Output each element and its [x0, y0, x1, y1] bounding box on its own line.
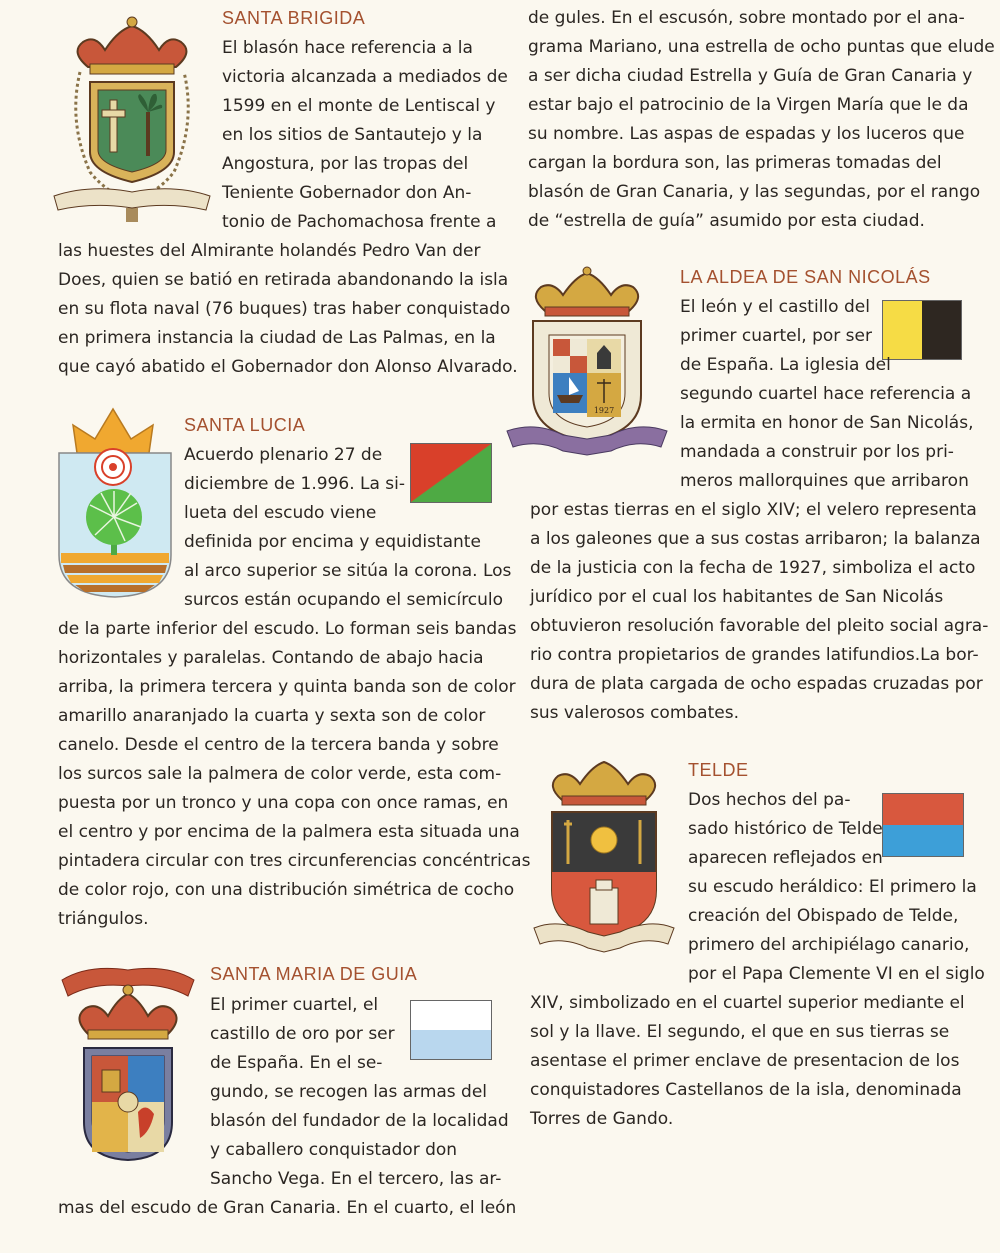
text-line: y caballero conquistador don [210, 1140, 458, 1160]
text-line: Angostura, por las tropas del [222, 154, 469, 174]
text-line: segundo cuartel hace referencia a [680, 384, 972, 404]
text-line: su escudo heráldico: El primero la [688, 877, 977, 897]
text-line: definida por encima y equidistante [184, 532, 481, 552]
text-line: surcos están ocupando el semicírculo [184, 590, 504, 610]
text-line: en primera instancia la ciudad de Las Palmas, en la [58, 328, 496, 348]
text-line: castillo de oro por ser [210, 1024, 395, 1044]
text-line: XIV, simbolizado en el cuartel superior mediante el [530, 993, 965, 1013]
text-line: de color rojo, con una distribución simétrica de cocho [58, 880, 515, 900]
text-line: amarillo anaranjado la cuarta y sexta son de color [58, 706, 486, 726]
text-line: de España. En el se- [210, 1053, 383, 1073]
text-line: de la parte inferior del escudo. Lo forman seis bandas [58, 619, 517, 639]
text-line: estar bajo el patrocinio de la Virgen María que le da [528, 95, 969, 115]
la-aldea-shield-date: 1927 [593, 406, 615, 415]
text-line: que cayó abatido el Gobernador don Alonso Alvarado. [58, 357, 518, 377]
text-line: creación del Obispado de Telde, [688, 906, 959, 926]
text-line: mandada a construir por los pri- [680, 442, 954, 462]
text-line: horizontales y paralelas. Contando de abajo hacia [58, 648, 484, 668]
section-title-santa-brigida: SANTA BRIGIDA [222, 8, 366, 28]
santa-lucia-flag [410, 443, 492, 503]
santa-lucia-coat-of-arms [55, 405, 175, 600]
text-line: El blasón hace referencia a la [222, 38, 473, 58]
text-line: a los galeones que a sus costas arribaron; la balanza [530, 529, 981, 549]
text-line: victoria alcanzada a mediados de [222, 67, 508, 87]
text-line: diciembre de 1.996. La si- [184, 474, 406, 494]
text-line: por estas tierras en el siglo XIV; el velero representa [530, 500, 977, 520]
text-line: sado histórico de Telde [688, 819, 883, 839]
section-title-santa-maria-de-guia: SANTA MARIA DE GUIA [210, 964, 418, 984]
text-line: arriba, la primera tercera y quinta banda son de color [58, 677, 516, 697]
text-line: jurídico por el cual los habitantes de San Nicolás [530, 587, 944, 607]
text-line: Torres de Gando. [530, 1109, 674, 1129]
section-title-santa-lucia: SANTA LUCIA [184, 415, 306, 435]
text-line: Does, quien se batió en retirada abandonando la isla [58, 270, 509, 290]
text-line: triángulos. [58, 909, 149, 929]
text-line: rio contra propietarios de grandes latifundios.La bor- [530, 645, 979, 665]
text-line: de la justicia con la fecha de 1927, simboliza el acto [530, 558, 976, 578]
text-line: su nombre. Las aspas de espadas y los luceros que [528, 124, 965, 144]
section-title-la-aldea-de-san-nicolas: LA ALDEA DE SAN NICOLÁS [680, 267, 931, 287]
text-line: Teniente Gobernador don An- [222, 183, 472, 203]
text-line: aparecen reflejados en [688, 848, 883, 868]
telde-coat-of-arms [528, 760, 678, 960]
text-line: de España. La iglesia del [680, 355, 891, 375]
text-line: puesta por un tronco y una copa con once ramas, en [58, 793, 509, 813]
text-line: el centro y por encima de la palmera esta situada una [58, 822, 520, 842]
text-line: primer cuartel, por ser [680, 326, 872, 346]
text-line: blasón del fundador de la localidad [210, 1111, 509, 1131]
text-line: cargan la bordura son, las primeras tomadas del [528, 153, 942, 173]
la-aldea-de-san-nicolas-coat-of-arms [505, 265, 670, 470]
text-line: pintadera circular con tres circunferencias concéntricas [58, 851, 531, 871]
text-line: conquistadores Castellanos de la isla, denominada [530, 1080, 962, 1100]
text-line: dura de plata cargada de ocho espadas cruzadas por [530, 674, 983, 694]
text-line: gundo, se recogen las armas del [210, 1082, 488, 1102]
text-line: las huestes del Almirante holandés Pedro Van der [58, 241, 481, 261]
text-line: tonio de Pachomachosa frente a [222, 212, 497, 232]
text-line: El primer cuartel, el [210, 995, 379, 1015]
la-aldea-flag [882, 300, 962, 360]
text-line: Dos hechos del pa- [688, 790, 851, 810]
text-line: canelo. Desde el centro de la tercera banda y sobre [58, 735, 499, 755]
text-line: Acuerdo plenario 27 de [184, 445, 383, 465]
section-title-telde: TELDE [688, 760, 749, 780]
text-line: meros mallorquines que arribaron [680, 471, 969, 491]
text-line: mas del escudo de Gran Canaria. En el cuarto, el león [58, 1198, 517, 1218]
text-line: a ser dicha ciudad Estrella y Guía de Gran Canaria y [528, 66, 973, 86]
text-line: 1599 en el monte de Lentiscal y [222, 96, 496, 116]
santa-maria-de-guia-flag [410, 1000, 492, 1060]
telde-flag [882, 793, 964, 857]
text-line: Sancho Vega. En el tercero, las ar- [210, 1169, 502, 1189]
santa-maria-de-guia-coat-of-arms [58, 962, 198, 1167]
text-line: los surcos sale la palmera de color verde, esta com- [58, 764, 502, 784]
text-line: grama Mariano, una estrella de ocho puntas que elude [528, 37, 995, 57]
text-line: por el Papa Clemente VI en el siglo [688, 964, 985, 984]
text-line: al arco superior se sitúa la corona. Los [184, 561, 512, 581]
text-line: de gules. En el escusón, sobre montado por el ana- [528, 8, 965, 28]
text-line: El león y el castillo del [680, 297, 870, 317]
text-line: la ermita en honor de San Nicolás, [680, 413, 974, 433]
text-line: sus valerosos combates. [530, 703, 739, 723]
text-line: en su flota naval (76 buques) tras haber conquistado [58, 299, 511, 319]
text-line: en los sitios de Santautejo y la [222, 125, 483, 145]
text-line: asentase el primer enclave de presentacion de los [530, 1051, 960, 1071]
text-line: blasón de Gran Canaria, y las segundas, por el rango [528, 182, 981, 202]
text-line: de “estrella de guía” asumido por esta ciudad. [528, 211, 925, 231]
santa-brigida-coat-of-arms [50, 12, 215, 227]
text-line: obtuvieron resolución favorable del pleito social agra- [530, 616, 989, 636]
text-line: primero del archipiélago canario, [688, 935, 970, 955]
text-line: sol y la llave. El segundo, el que en sus tierras se [530, 1022, 950, 1042]
text-line: lueta del escudo viene [184, 503, 377, 523]
